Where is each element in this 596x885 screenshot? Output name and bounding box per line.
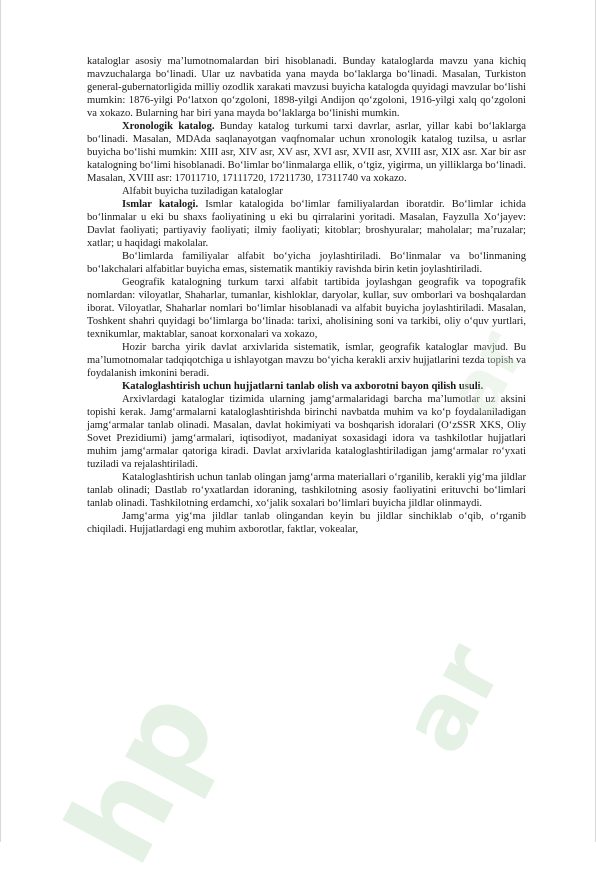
paragraph-state-archives [87,341,526,380]
paragraph-text: Hozir barcha yirik davlat arxivlarida sistematik, ismlar, geografik kataloglar mavjud. Bu ma’lumotnomalar tadqiqotchiga u ishlayotgan mavzu bo‘yicha kerakli arxiv hujjatlarini tezda topish va foydalanish imkonini beradi. [87,342,526,379]
paragraph-thematic-catalogs [87,55,526,120]
paragraph-text: Arxivlardagi kataloglar tizimida ularning jamg‘armalaridagi barcha ma’lumotlar uz aksini topishi kerak. Jamg‘armalarni kataloglashtirishda birinchi navbatda muhim va ko‘p foydalaniladigan jamg‘armalar tanlab olinadi. Masalan, davlat hokimiyati va boshqarish idoralari (O‘zSSR XKS, Oliy Sovet Prezidiumi) jamg‘armalari, iqtisodiyot, madaniyat soxasidagi idora va tashkilotlar hujjatlari muhim jamg‘armalar qatoriga kiradi. Davlat arxivlarida kataloglashtiriladigan jamg‘armalar ro‘yxati tuziladi va rejalashtiriladi. [87,394,526,470]
paragraph-geographic-catalog [87,276,526,341]
watermark-right: ar [381,627,524,770]
paragraph-text: Jamg‘arma yig‘ma jildlar tanlab olingandan keyin bu jildlar sinchiklab o‘qib, o‘rganib chiqiladi. Hujjatlardagi eng muhim axborotlar, faktlar, vokealar, [87,511,526,535]
heading-text: Kataloglashtirish uchun hujjatlarni tanlab olish va axborotni bayon qilish usuli. [122,381,484,392]
paragraph-text: Geografik katalogning turkum tarxi alfabit tartibida joylashgan geografik va topografik nomlardan: viloyatlar, Shaharlar, tumanlar, kishloklar, daryolar, kullar, suv omborlari va boshqalardan iborat. Viloyatlar, Shaharlar nomlari bo‘limlar hisoblanadi va alfabit buyicha joylashtiriladi. Masalan, Toshkent shahri quyidagi bo‘limlarga bo‘linada: tarixi, aholisining soni va tarkibi, oliy o‘quv yurtlari, texnikumlar, maktablar, sanoat korxonalari va xokazo, [87,277,526,340]
paragraph-text: Bo‘limlarda familiyalar alfabit bo‘yicha joylashtiriladi. Bo‘linmalar va bo‘linmaning bo‘lakchalari alfabitlar buyicha emas, sistematik mantikiy ravishda birin ketin joylashtiriladi. [87,251,526,275]
paragraph-alphabet-catalogs [87,185,526,198]
term-name-catalog: Ismlar katalogi. [122,199,199,210]
section-heading [87,380,526,393]
paragraph-chronological-catalog [87,120,526,185]
paragraph-text: Kataloglashtirish uchun tanlab olingan jamg‘arma materiallari o‘rganilib, kerakli yig‘ma jildlar tanlab olinadi; Dastlab ro‘yxatlardan idoraning, tashkilotning asosiy faoliyatini erituvchi bo‘limlari tanlab olinadi. Tashkilotning erdamchi, xo‘jalik soxalari bo‘limlari buyicha jildlar olinmaydi. [87,472,526,509]
paragraph-text: Bunday katalog turkumi tarxi davrlar, asrlar, yillar kabi bo‘laklarga bo‘linadi. Masalan, MDAda saqlanayotgan vaqfnomalar uchun xronologik katalog tuzilsa, u asrlar buyicha bo‘lishi mumkin: XIII asr, XIV asr, XV asr, XVI asr, XVII asr, XVIII asr, XIX asr. Xar bir asr katalogning bo‘limi hisoblanadi. Bo‘limlar bo‘linmalarga ellik, o‘tgiz, yigirma, un yilliklarga bo‘linadi. Masalan, XVIII asr: 17011710, 17111720, 17211730, 17311740 va xokazo. [87,121,526,184]
paragraph-text: Ismlar katalogida bo‘limlar familiyalardan iboratdir. Bo‘limlar ichida bo‘linmalar u eki bu shaxs faoliyatining u eki bu qirralarini yoritadi. Masalan, Fayzulla Xo‘jayev: Davlat faoliyati; partiyaviy faoliyati; ilmiy faoliyati; kitoblar; broshyuralar; maholalar; ma’ruzalar; xatlar; u haqidagi makolalar. [87,199,526,249]
paragraph-name-catalog [87,198,526,250]
watermark-left: hp [41,668,245,885]
watermark-right-top: ar [431,317,542,429]
paragraph-sections-order [87,250,526,276]
paragraph-fund-materials [87,471,526,510]
paragraph-text: Alfabit buyicha tuziladigan kataloglar [122,186,283,197]
body-text [87,55,526,536]
paragraph-archive-catalog-system [87,393,526,471]
paragraph-text: kataloglar asosiy ma’lumotnomalardan biri hisoblanadi. Bunday kataloglarda mavzu yana kichiq mavzuchalarga bo‘linadi. Ular uz navbatida yana mayda bo‘laklarga bo‘linadi. Masalan, Turkiston general-gubernatorligida milliy ozodlik xarakati mavzusi buyicha katalogda quyidagi mavzular bo‘lishi mumkin: 1876-yilgi Po‘latxon qo‘zgoloni, 1898-yilgi Andijon qo‘zgoloni, 1916-yilgi xalq qo‘zgoloni va xokazo. Bularning har biri yana mayda bo‘laklarga bo‘linishi mumkin. [87,56,526,119]
term-chronological-catalog: Xronologik katalog. [122,121,215,132]
paragraph-files-study [87,510,526,536]
